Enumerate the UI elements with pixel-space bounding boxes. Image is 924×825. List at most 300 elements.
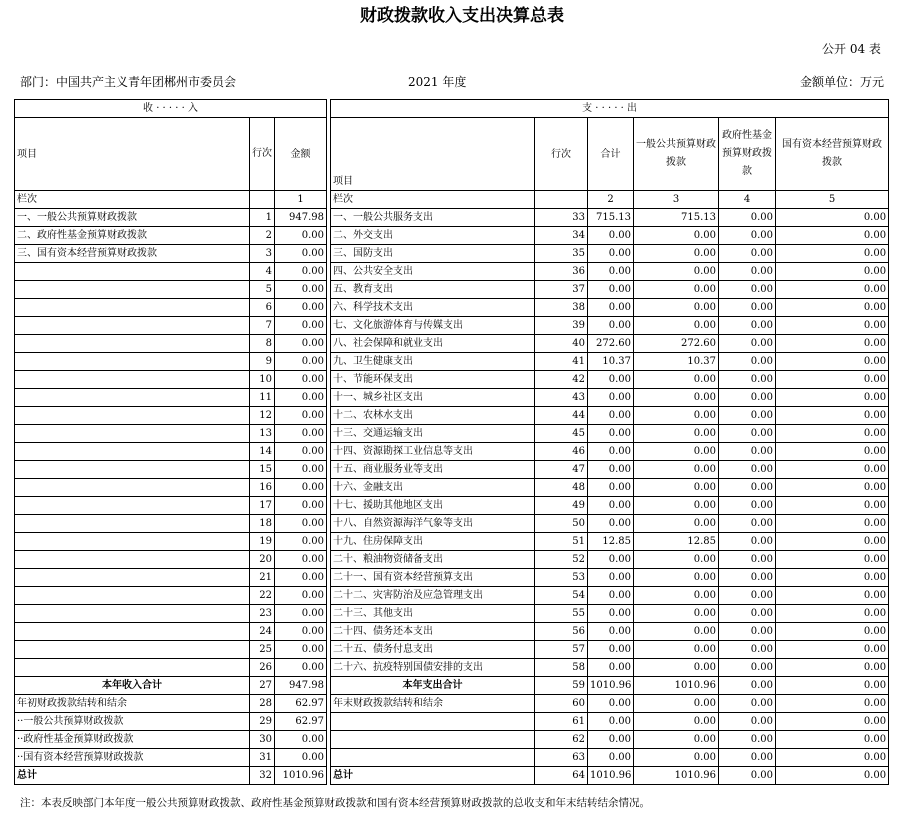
state-capital-amount: 0.00 xyxy=(776,749,889,767)
income-row-no: 27 xyxy=(250,677,275,695)
fiscal-summary-table xyxy=(14,99,889,785)
expense-item: 十六、金融支出 xyxy=(331,479,535,497)
gov-fund-amount: 0.00 xyxy=(719,209,776,227)
income-amount: 947.98 xyxy=(275,677,327,695)
col-expense-row-no: 行次 xyxy=(535,118,588,191)
table-row xyxy=(15,227,889,245)
income-amount: 0.00 xyxy=(275,569,327,587)
general-budget-amount: 0.00 xyxy=(634,497,719,515)
table-row xyxy=(15,389,889,407)
expense-item xyxy=(331,749,535,767)
gov-fund-amount: 0.00 xyxy=(719,335,776,353)
table-row xyxy=(15,551,889,569)
total-amount: 0.00 xyxy=(588,479,634,497)
expense-item: 十九、住房保障支出 xyxy=(331,533,535,551)
general-budget-amount: 10.37 xyxy=(634,353,719,371)
table-row xyxy=(15,209,889,227)
expense-item: 十一、城乡社区支出 xyxy=(331,389,535,407)
table-row xyxy=(15,407,889,425)
total-amount: 0.00 xyxy=(588,245,634,263)
income-item: ··一般公共预算财政拨款 xyxy=(15,713,250,731)
total-amount: 0.00 xyxy=(588,515,634,533)
total-amount: 0.00 xyxy=(588,371,634,389)
income-item xyxy=(15,497,250,515)
state-capital-amount: 0.00 xyxy=(776,425,889,443)
col-index-4: 4 xyxy=(719,191,776,209)
general-budget-amount: 1010.96 xyxy=(634,767,719,785)
income-row-no: 8 xyxy=(250,335,275,353)
general-budget-amount: 0.00 xyxy=(634,281,719,299)
expense-row-no: 39 xyxy=(535,317,588,335)
income-item xyxy=(15,461,250,479)
total-amount: 0.00 xyxy=(588,317,634,335)
expense-item xyxy=(331,731,535,749)
form-number: 公开 04 表 xyxy=(822,42,881,56)
income-item xyxy=(15,551,250,569)
income-item xyxy=(15,389,250,407)
income-item xyxy=(15,587,250,605)
general-budget-amount: 0.00 xyxy=(634,551,719,569)
total-amount: 0.00 xyxy=(588,695,634,713)
footnote: 注：本表反映部门本年度一般公共预算财政拨款、政府性基金预算财政拨款和国有资本经营预算财政拨款的总收支和年末结转结余情况。 xyxy=(20,797,650,809)
income-amount: 0.00 xyxy=(275,407,327,425)
expense-row-no: 48 xyxy=(535,479,588,497)
income-row-no: 26 xyxy=(250,659,275,677)
income-amount: 0.00 xyxy=(275,299,327,317)
gov-fund-amount: 0.00 xyxy=(719,623,776,641)
general-budget-amount: 0.00 xyxy=(634,317,719,335)
state-capital-amount: 0.00 xyxy=(776,569,889,587)
total-amount: 10.37 xyxy=(588,353,634,371)
income-row-no: 5 xyxy=(250,281,275,299)
expense-row-no: 53 xyxy=(535,569,588,587)
total-amount: 0.00 xyxy=(588,407,634,425)
gov-fund-amount: 0.00 xyxy=(719,641,776,659)
expense-section-header: 支 · · · · · 出 xyxy=(331,100,889,118)
state-capital-amount: 0.00 xyxy=(776,335,889,353)
income-row-no: 29 xyxy=(250,713,275,731)
income-item: 年初财政拨款结转和结余 xyxy=(15,695,250,713)
table-row xyxy=(15,263,889,281)
col-income-item: 项目 xyxy=(15,118,250,191)
income-amount: 0.00 xyxy=(275,443,327,461)
income-row-no: 6 xyxy=(250,299,275,317)
expense-row-no: 43 xyxy=(535,389,588,407)
unit-label: 金额单位：万元 xyxy=(800,75,885,89)
general-budget-amount: 0.00 xyxy=(634,659,719,677)
income-amount: 0.00 xyxy=(275,749,327,767)
income-amount: 0.00 xyxy=(275,389,327,407)
table-row xyxy=(15,605,889,623)
gov-fund-amount: 0.00 xyxy=(719,767,776,785)
expense-row-no: 58 xyxy=(535,659,588,677)
total-amount: 0.00 xyxy=(588,551,634,569)
income-row-no: 23 xyxy=(250,605,275,623)
col-income-amount: 金额 xyxy=(275,118,327,191)
general-budget-amount: 0.00 xyxy=(634,227,719,245)
table-row xyxy=(15,641,889,659)
table-row xyxy=(15,479,889,497)
income-amount: 0.00 xyxy=(275,587,327,605)
income-item xyxy=(15,605,250,623)
income-row-no: 11 xyxy=(250,389,275,407)
expense-row-no: 42 xyxy=(535,371,588,389)
income-amount: 62.97 xyxy=(275,695,327,713)
income-amount: 0.00 xyxy=(275,515,327,533)
state-capital-amount: 0.00 xyxy=(776,623,889,641)
total-amount: 0.00 xyxy=(588,641,634,659)
income-item xyxy=(15,353,250,371)
income-item xyxy=(15,623,250,641)
general-budget-amount: 0.00 xyxy=(634,479,719,497)
gov-fund-amount: 0.00 xyxy=(719,479,776,497)
total-amount: 0.00 xyxy=(588,731,634,749)
general-budget-amount: 0.00 xyxy=(634,605,719,623)
expense-item: 二十、粮油物资储备支出 xyxy=(331,551,535,569)
total-amount: 0.00 xyxy=(588,263,634,281)
income-item xyxy=(15,407,250,425)
page-title: 财政拨款收入支出决算总表 xyxy=(360,6,564,26)
total-amount: 0.00 xyxy=(588,569,634,587)
state-capital-amount: 0.00 xyxy=(776,551,889,569)
table-row xyxy=(15,749,889,767)
income-amount: 0.00 xyxy=(275,227,327,245)
general-budget-amount: 0.00 xyxy=(634,245,719,263)
total-amount: 1010.96 xyxy=(588,677,634,695)
expense-row-no: 38 xyxy=(535,299,588,317)
table-row xyxy=(15,569,889,587)
expense-row-no: 40 xyxy=(535,335,588,353)
expense-row-no: 47 xyxy=(535,461,588,479)
expense-row-no: 33 xyxy=(535,209,588,227)
col-index-2: 2 xyxy=(588,191,634,209)
col-total: 合计 xyxy=(588,118,634,191)
total-amount: 0.00 xyxy=(588,659,634,677)
state-capital-amount: 0.00 xyxy=(776,515,889,533)
gov-fund-amount: 0.00 xyxy=(719,677,776,695)
gov-fund-amount: 0.00 xyxy=(719,245,776,263)
table-row xyxy=(15,281,889,299)
state-capital-amount: 0.00 xyxy=(776,371,889,389)
expense-row-no: 41 xyxy=(535,353,588,371)
total-amount: 0.00 xyxy=(588,605,634,623)
expense-row-no: 34 xyxy=(535,227,588,245)
state-capital-amount: 0.00 xyxy=(776,263,889,281)
state-capital-amount: 0.00 xyxy=(776,227,889,245)
income-amount: 0.00 xyxy=(275,641,327,659)
expense-item: 本年支出合计 xyxy=(331,677,535,695)
income-amount: 0.00 xyxy=(275,731,327,749)
gov-fund-amount: 0.00 xyxy=(719,407,776,425)
total-amount: 272.60 xyxy=(588,335,634,353)
expense-row-no: 57 xyxy=(535,641,588,659)
table-row xyxy=(15,317,889,335)
table-row xyxy=(15,353,889,371)
gov-fund-amount: 0.00 xyxy=(719,713,776,731)
income-item: ··政府性基金预算财政拨款 xyxy=(15,731,250,749)
expense-item: 三、国防支出 xyxy=(331,245,535,263)
income-amount: 0.00 xyxy=(275,461,327,479)
col-index-5: 5 xyxy=(776,191,889,209)
expense-item: 六、科学技术支出 xyxy=(331,299,535,317)
table-row xyxy=(15,299,889,317)
income-row-no: 13 xyxy=(250,425,275,443)
income-item xyxy=(15,281,250,299)
gov-fund-amount: 0.00 xyxy=(719,749,776,767)
total-amount: 0.00 xyxy=(588,461,634,479)
income-amount: 0.00 xyxy=(275,605,327,623)
state-capital-amount: 0.00 xyxy=(776,461,889,479)
income-amount: 0.00 xyxy=(275,551,327,569)
state-capital-amount: 0.00 xyxy=(776,641,889,659)
total-amount: 0.00 xyxy=(588,623,634,641)
gov-fund-amount: 0.00 xyxy=(719,551,776,569)
expense-row-no: 55 xyxy=(535,605,588,623)
income-amount: 1010.96 xyxy=(275,767,327,785)
gov-fund-amount: 0.00 xyxy=(719,281,776,299)
expense-item: 十五、商业服务业等支出 xyxy=(331,461,535,479)
table-row xyxy=(15,677,889,695)
state-capital-amount: 0.00 xyxy=(776,353,889,371)
state-capital-amount: 0.00 xyxy=(776,209,889,227)
gov-fund-amount: 0.00 xyxy=(719,587,776,605)
income-amount: 0.00 xyxy=(275,623,327,641)
table-row xyxy=(15,497,889,515)
general-budget-amount: 0.00 xyxy=(634,713,719,731)
table-row xyxy=(15,245,889,263)
total-amount: 0.00 xyxy=(588,497,634,515)
gov-fund-amount: 0.00 xyxy=(719,731,776,749)
general-budget-amount: 0.00 xyxy=(634,425,719,443)
expense-item: 五、教育支出 xyxy=(331,281,535,299)
expense-item: 四、公共安全支出 xyxy=(331,263,535,281)
col-index-3: 3 xyxy=(634,191,719,209)
expense-item: 二十三、其他支出 xyxy=(331,605,535,623)
income-amount: 62.97 xyxy=(275,713,327,731)
general-budget-amount: 0.00 xyxy=(634,263,719,281)
expense-item: 总计 xyxy=(331,767,535,785)
table-row xyxy=(15,731,889,749)
income-row-no: 3 xyxy=(250,245,275,263)
expense-item: 年末财政拨款结转和结余 xyxy=(331,695,535,713)
gov-fund-amount: 0.00 xyxy=(719,659,776,677)
income-item: ··国有资本经营预算财政拨款 xyxy=(15,749,250,767)
expense-item: 七、文化旅游体育与传媒支出 xyxy=(331,317,535,335)
table-row xyxy=(15,443,889,461)
state-capital-amount: 0.00 xyxy=(776,497,889,515)
expense-item: 八、社会保障和就业支出 xyxy=(331,335,535,353)
income-item xyxy=(15,533,250,551)
expense-item: 十二、农林水支出 xyxy=(331,407,535,425)
income-amount: 0.00 xyxy=(275,335,327,353)
expense-row-no: 35 xyxy=(535,245,588,263)
income-item: 本年收入合计 xyxy=(15,677,250,695)
income-item xyxy=(15,335,250,353)
income-item xyxy=(15,263,250,281)
expense-item: 二十六、抗疫特别国债安排的支出 xyxy=(331,659,535,677)
total-amount: 715.13 xyxy=(588,209,634,227)
total-amount: 0.00 xyxy=(588,227,634,245)
gov-fund-amount: 0.00 xyxy=(719,569,776,587)
table-row xyxy=(15,659,889,677)
total-amount: 0.00 xyxy=(588,281,634,299)
state-capital-amount: 0.00 xyxy=(776,605,889,623)
income-row-no: 28 xyxy=(250,695,275,713)
gov-fund-amount: 0.00 xyxy=(719,227,776,245)
expense-row-no: 62 xyxy=(535,731,588,749)
income-row-no: 2 xyxy=(250,227,275,245)
general-budget-amount: 0.00 xyxy=(634,623,719,641)
expense-item: 十七、援助其他地区支出 xyxy=(331,497,535,515)
income-item xyxy=(15,479,250,497)
gov-fund-amount: 0.00 xyxy=(719,461,776,479)
expense-row-no: 54 xyxy=(535,587,588,605)
table-row xyxy=(15,695,889,713)
expense-item: 二十一、国有资本经营预算支出 xyxy=(331,569,535,587)
total-amount: 0.00 xyxy=(588,749,634,767)
table-row xyxy=(15,425,889,443)
expense-row-no: 64 xyxy=(535,767,588,785)
income-row-no: 16 xyxy=(250,479,275,497)
expense-row-no: 45 xyxy=(535,425,588,443)
expense-row-no: 49 xyxy=(535,497,588,515)
income-item: 二、政府性基金预算财政拨款 xyxy=(15,227,250,245)
table-row xyxy=(15,587,889,605)
gov-fund-amount: 0.00 xyxy=(719,533,776,551)
income-row-no: 10 xyxy=(250,371,275,389)
general-budget-amount: 0.00 xyxy=(634,569,719,587)
expense-row-no: 60 xyxy=(535,695,588,713)
state-capital-amount: 0.00 xyxy=(776,767,889,785)
income-row-no: 4 xyxy=(250,263,275,281)
income-amount: 0.00 xyxy=(275,371,327,389)
gov-fund-amount: 0.00 xyxy=(719,299,776,317)
state-capital-amount: 0.00 xyxy=(776,533,889,551)
gov-fund-amount: 0.00 xyxy=(719,515,776,533)
general-budget-amount: 272.60 xyxy=(634,335,719,353)
expense-item: 十、节能环保支出 xyxy=(331,371,535,389)
table-row xyxy=(15,767,889,785)
expense-item: 十三、交通运输支出 xyxy=(331,425,535,443)
income-section-header: 收 · · · · · 入 xyxy=(15,100,327,118)
state-capital-amount: 0.00 xyxy=(776,677,889,695)
income-amount: 0.00 xyxy=(275,317,327,335)
expense-item: 九、卫生健康支出 xyxy=(331,353,535,371)
col-gov-fund: 政府性基金预算财政拨款 xyxy=(719,118,776,191)
income-item xyxy=(15,371,250,389)
state-capital-amount: 0.00 xyxy=(776,695,889,713)
general-budget-amount: 0.00 xyxy=(634,371,719,389)
state-capital-amount: 0.00 xyxy=(776,659,889,677)
general-budget-amount: 0.00 xyxy=(634,731,719,749)
table-row xyxy=(15,371,889,389)
total-amount: 0.00 xyxy=(588,299,634,317)
table-row xyxy=(15,461,889,479)
income-item xyxy=(15,443,250,461)
state-capital-amount: 0.00 xyxy=(776,443,889,461)
income-row-no: 7 xyxy=(250,317,275,335)
expense-item: 十四、资源勘探工业信息等支出 xyxy=(331,443,535,461)
expense-row-no: 63 xyxy=(535,749,588,767)
income-row-no: 25 xyxy=(250,641,275,659)
expense-item xyxy=(331,713,535,731)
expense-row-no: 52 xyxy=(535,551,588,569)
table-row xyxy=(15,533,889,551)
income-row-no: 31 xyxy=(250,749,275,767)
expense-row-no: 50 xyxy=(535,515,588,533)
expense-item: 二、外交支出 xyxy=(331,227,535,245)
general-budget-amount: 12.85 xyxy=(634,533,719,551)
col-index-label: 栏次 xyxy=(15,191,250,209)
income-item xyxy=(15,515,250,533)
income-amount: 0.00 xyxy=(275,533,327,551)
col-state-capital: 国有资本经营预算财政拨款 xyxy=(776,118,889,191)
gov-fund-amount: 0.00 xyxy=(719,263,776,281)
income-item xyxy=(15,641,250,659)
income-amount: 0.00 xyxy=(275,245,327,263)
income-row-no: 15 xyxy=(250,461,275,479)
expense-row-no: 46 xyxy=(535,443,588,461)
department-label: 部门：中国共产主义青年团郴州市委员会 xyxy=(20,75,237,89)
gov-fund-amount: 0.00 xyxy=(719,605,776,623)
total-amount: 0.00 xyxy=(588,443,634,461)
table-row xyxy=(15,623,889,641)
income-row-no: 21 xyxy=(250,569,275,587)
income-amount: 0.00 xyxy=(275,263,327,281)
income-amount: 0.00 xyxy=(275,479,327,497)
general-budget-amount: 0.00 xyxy=(634,299,719,317)
income-amount: 0.00 xyxy=(275,497,327,515)
income-row-no: 14 xyxy=(250,443,275,461)
expense-item: 二十四、债务还本支出 xyxy=(331,623,535,641)
table-row xyxy=(15,515,889,533)
income-item xyxy=(15,299,250,317)
total-amount: 0.00 xyxy=(588,389,634,407)
income-item xyxy=(15,425,250,443)
income-amount: 0.00 xyxy=(275,425,327,443)
total-amount: 0.00 xyxy=(588,713,634,731)
general-budget-amount: 0.00 xyxy=(634,461,719,479)
state-capital-amount: 0.00 xyxy=(776,299,889,317)
income-row-no: 9 xyxy=(250,353,275,371)
state-capital-amount: 0.00 xyxy=(776,587,889,605)
income-item xyxy=(15,317,250,335)
col-index-exp-label: 栏次 xyxy=(331,191,535,209)
total-amount: 1010.96 xyxy=(588,767,634,785)
income-row-no: 17 xyxy=(250,497,275,515)
general-budget-amount: 0.00 xyxy=(634,443,719,461)
general-budget-amount: 0.00 xyxy=(634,695,719,713)
income-row-no: 18 xyxy=(250,515,275,533)
expense-row-no: 59 xyxy=(535,677,588,695)
expense-item: 十八、自然资源海洋气象等支出 xyxy=(331,515,535,533)
income-amount: 0.00 xyxy=(275,281,327,299)
gov-fund-amount: 0.00 xyxy=(719,371,776,389)
table-row xyxy=(15,335,889,353)
general-budget-amount: 0.00 xyxy=(634,515,719,533)
gov-fund-amount: 0.00 xyxy=(719,389,776,407)
income-row-no: 1 xyxy=(250,209,275,227)
general-budget-amount: 1010.96 xyxy=(634,677,719,695)
state-capital-amount: 0.00 xyxy=(776,389,889,407)
total-amount: 0.00 xyxy=(588,425,634,443)
state-capital-amount: 0.00 xyxy=(776,731,889,749)
gov-fund-amount: 0.00 xyxy=(719,443,776,461)
income-row-no: 32 xyxy=(250,767,275,785)
state-capital-amount: 0.00 xyxy=(776,245,889,263)
expense-item: 二十二、灾害防治及应急管理支出 xyxy=(331,587,535,605)
general-budget-amount: 0.00 xyxy=(634,407,719,425)
